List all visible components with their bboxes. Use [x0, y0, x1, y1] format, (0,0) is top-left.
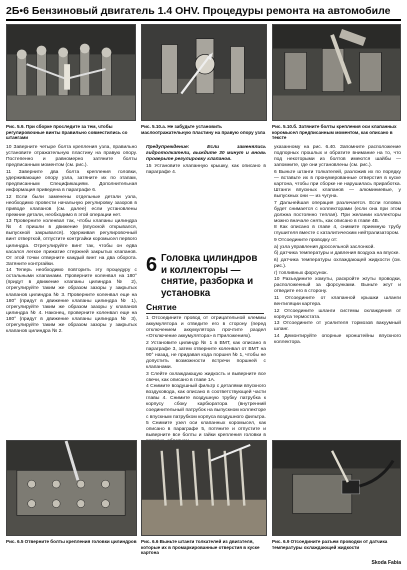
page-header: 2Б•6 Бензиновый двигатель 1.4 OHV. Процедуры ремонта на автомобиле — [6, 5, 391, 17]
caption-fig-6-5: Рис. 6.5 Отверните болты крепления головки цилиндров — [6, 539, 137, 544]
photo-fig-5-9 — [6, 24, 136, 121]
photo-fig-6-5 — [6, 440, 137, 536]
text-column-3 — [274, 145, 401, 436]
paragraph: 13 Отсоедините от усилителя тормозов вакуумный шланг. — [274, 321, 401, 333]
caption-fig-6-9: Рис. 6.9 Отсоедините разъем проводки от датчика температуры охлаждающей жидкости — [272, 539, 388, 550]
photo-fig-6-9 — [272, 440, 401, 536]
coolant-sensor-photo — [273, 441, 400, 535]
list-item: б) датчика температуры и давления воздуха на впуске. — [274, 251, 400, 257]
caption-fig-6-6: Рис. 6.6 Выньте штанги толкателей из двигателя, которые их в промаркированные отверстия в куске картона — [141, 539, 260, 556]
paragraph: 14 Демонтируйте опорные кронштейны впускного коллектора. — [274, 334, 401, 346]
paragraph: 11 Заверните два болта крепления головки, удерживающие опору узла, затяните их по этапам, предписанным Спецификациям. Дополнительная информация приведена в параграфе 6. — [6, 169, 137, 193]
engine-rocker-photo-1 — [7, 25, 135, 120]
paragraph: 1 Отсоедините провод от отрицательной клеммы аккумулятора и отведите его в сторону (перед отключением аккумулятора прочтите раздел «Отключение аккумулятора» в Приложениях). — [146, 316, 266, 340]
list-item: г) топливных форсунок. — [274, 270, 328, 276]
subsection-rule — [146, 313, 264, 314]
paragraph: 12 Если были заменены отдельные детали узла, необходимо провести начальную регулировку зазоров в приводе клапанов (см. далее) если установлены прежние детали, необходимо в этой операции нет. — [6, 194, 137, 218]
subsection-title: Снятие — [146, 302, 177, 312]
section-number: 6 — [146, 254, 158, 276]
list-item: а) узла управления дроссельной заслонкой. — [274, 244, 375, 250]
paragraph: 15 Установите клапанную крышку, как описано в параграфе 4. — [146, 163, 266, 175]
paragraph: 14 Теперь необходимо повторить эту процедуру с остальными клапанами. Проверните коленвал на 180° (придут в движение клапаны цилиндра № 2), отрегулируйте таким же образом зазоры у закрытых клапанов цилиндра № 3. Проверните коленвал еще на 180° (придут в движение клапаны цилиндра № 1), отрегулируйте таким же образом зазоры у клапанов цилиндра № 4. Наконец, проверните коленвал еще на 180° (придут в движение клапаны цилиндра № 3), отрегулируйте таким же образом зазоры у закрытых клапанов цилиндра № 2. — [6, 268, 137, 334]
caption-fig-5-10b: Рис. 5.10.б. Затяните болты крепления оси клапанных коромысел предписанным моментом, как описано в тексте — [272, 124, 397, 141]
text-column-2-intro — [146, 145, 266, 250]
caption-fig-5-9: Рис. 5.9. При сборке проследите за тем, чтобы регулировочные винты правильно совместились со штангами — [6, 124, 128, 141]
engine-rocker-photo-2 — [142, 25, 266, 120]
paragraph: 9 Отсоедините проводку от: — [274, 238, 338, 244]
paragraph: 2 Установите цилиндр № 1 в ВМТ, как описано в параграфе 3, затем отверните коленвал от ВМТ на 90° назад, не придавая кода поршня № 1, чтобы не допустить возможности встречи поршней с клапанами. — [146, 340, 266, 370]
paragraph: 10 Заверните четыре болта крепления узла, правильно установите отражательную пластину на правую опору. Постепенно и равномерно затяните болты предписанным моментом (см. рис.). — [6, 145, 137, 169]
section-title: Головка цилиндров и коллекторы — снятие, разборка и установка — [161, 253, 258, 299]
text-column-2 — [146, 316, 266, 439]
caption-fig-5-10a: Рис. 5.10.а. Не забудьте установить маслоотражательную пластину на правую опору узла — [141, 124, 266, 135]
paragraph: 5 Снимите узел оси клапанных коромысел, как описано в параграфе 5, потяните и отпустите и выверните все болты и гайки крепления головки в — [146, 421, 266, 439]
paragraph: 13 Проверните коленвал так, чтобы клапаны цилиндра № 4 пришли в движение (впускной открывался, выпускной закрывался). Удерживая регулировочный винт отверткой, отпустите контргайки коромысел первого цилиндра. Отрегулируйте винт так, чтобы он едва касался легкое прижатие стержней закрытых клапанов. От этой точки отверните каждый винт на два оборота. Затяните контргайки. — [6, 219, 137, 267]
photo-fig-5-10b — [272, 24, 401, 121]
paragraph: 7 Дальнейшая операция различается. Если головка будет снимается с коллекторами (если она при этом должна постоянно теплая). При желании коллекторы можно вначале снять, как описано в главе 4В. — [274, 200, 401, 224]
photo-fig-6-6 — [141, 440, 267, 536]
cylinder-head-bolts-photo — [7, 441, 136, 535]
paragraph: 12 Отсоедините шланги системы охлаждения от корпуса термостата. — [274, 308, 401, 320]
photo-fig-5-10a — [141, 24, 267, 121]
header-rule — [6, 19, 401, 21]
paragraph: 10 Разъедините хомуты, раскройте жгуты проводки, расположенный за форсунками. Выньте жгут и отведите его в сторону. — [274, 277, 401, 295]
paragraph: 11 Отсоедините от клапанной крышки шланги вентиляции картера. — [274, 296, 401, 308]
paragraph: указанному на рис. 6.40. Запомните расположение подпорных прошлых и обратите внимание на то, что под некоторыми из болтов имеются шайбы — запомните, где они установлены (см. рис.). — [274, 145, 401, 169]
paragraph: 8 Как описано в главе 4, снимите приемную трубу глушителя вместе с каталитическим нейтрализатором. — [274, 225, 401, 237]
page-footer: Skoda Fabia — [371, 560, 401, 566]
engine-rocker-photo-3 — [273, 25, 400, 120]
warning-note: Предупреждение: Если заменялись гидротолкатели, выждите 30 минут и вновь проверьте регулировку клапанов. — [146, 145, 266, 163]
pushrods-photo — [142, 441, 266, 535]
paragraph: 4 Снимите воздушный фильтр с деталями впускного воздуховода, как описано в соответствующей части главы 4. Снимите воздушную трубку патрубка к корпусу сбоку карбюратора (внутренний соединительный патрубок на выпускном коллекторе с впускным патрубком корпуса воздушного фильтра. — [146, 384, 266, 420]
paragraph: 6 Выньте штанги толкателей, разложив их по порядку — вставьте их в пронумерованные отверстия в куске картона, чтобы при сборке не нарушилась приработка. Штанги впускных клапанов — алюминиевые, у выпускных они — из чугуна. — [274, 169, 401, 199]
list-item: в) датчика температуры охлаждающей жидкости (см. рис.). — [274, 258, 401, 270]
text-column-1 — [6, 145, 137, 436]
paragraph: 3 Слейте охлаждающую жидкость и выверните все свечи, как описано в главе 1А. — [146, 371, 266, 383]
